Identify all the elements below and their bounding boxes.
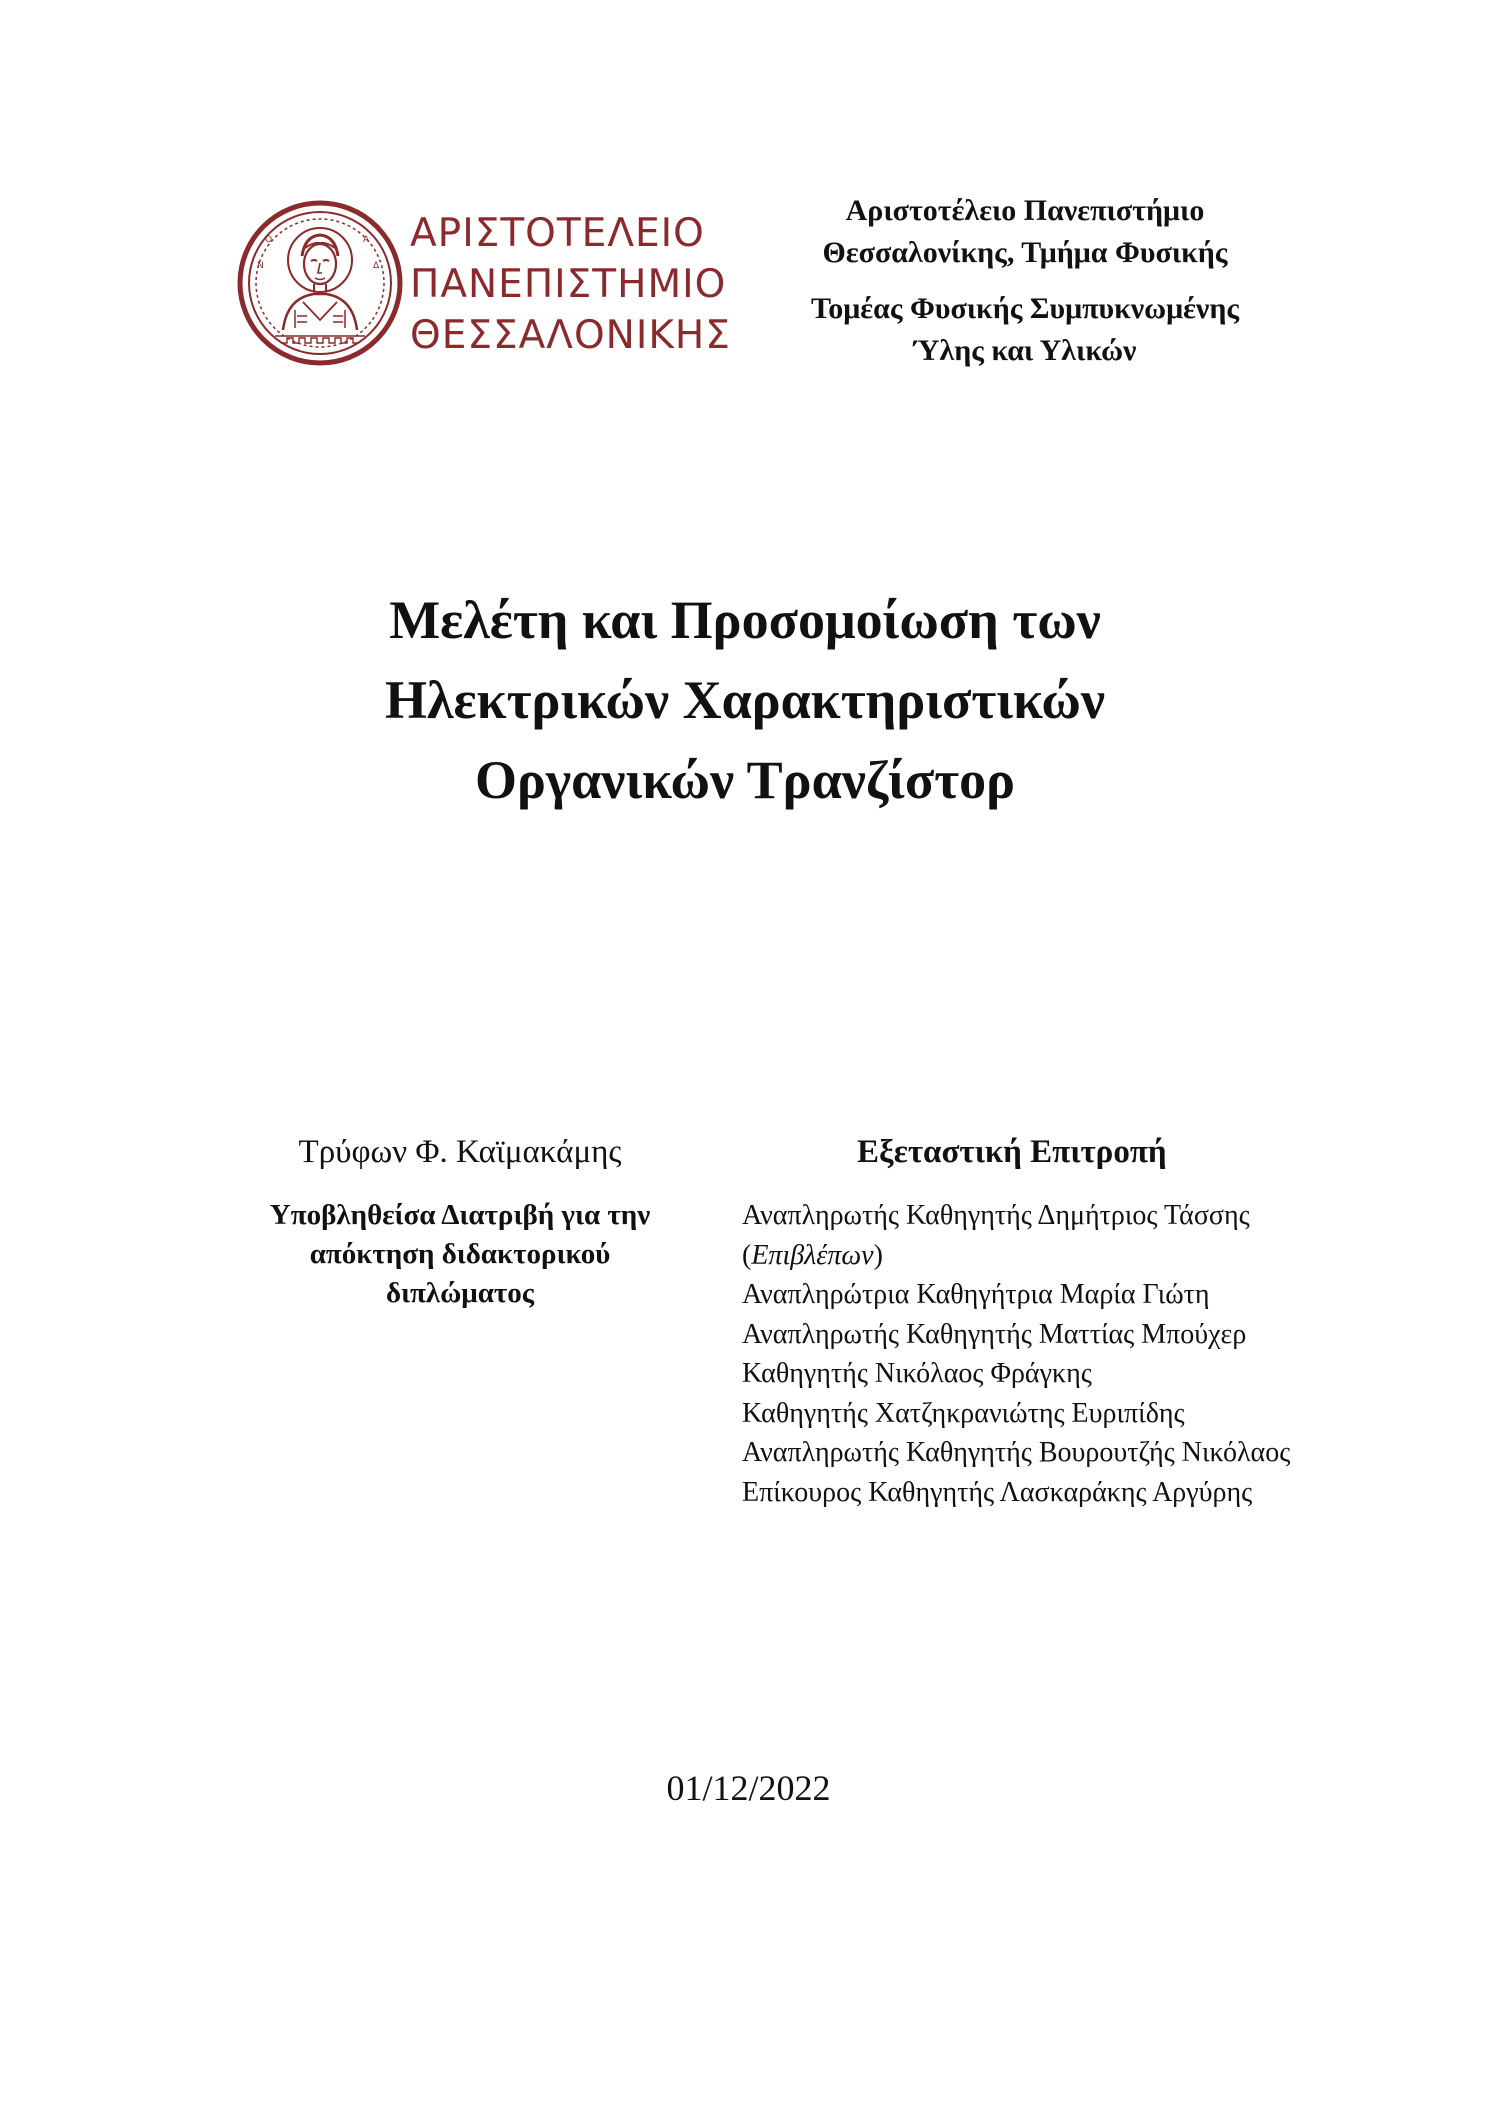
university-logo-text (410, 208, 731, 361)
committee-block (742, 1130, 1342, 1512)
committee-member: Αναπληρωτής Καθηγητής Βουρουτζής Νικόλαος (742, 1437, 1291, 1468)
supervisor-note-close: ) (873, 1239, 883, 1271)
department-gap (755, 274, 1295, 288)
author-name: Τρύφων Φ. Καϊμακάμης (298, 1134, 622, 1170)
committee-member: Αναπληρωτής Καθηγητής Ματτίας Μπούχερ (742, 1318, 1247, 1350)
university-logo (235, 198, 731, 368)
logo-line-1: ΑΡΙΣΤΟΤΕΛΕΙΟ (410, 211, 705, 256)
logo-line-2: ΠΑΝΕΠΙΣΤΗΜΙΟ (410, 262, 727, 307)
committee-member: Καθηγητής Νικόλαος Φράγκης (742, 1358, 1092, 1389)
submission-statement (215, 1196, 705, 1313)
committee-member: Επίκουρος Καθηγητής Λασκαράκης Αργύρης (742, 1476, 1253, 1508)
supervisor-note-text: Επιβλέπων (751, 1239, 874, 1271)
title-line-2: Ηλεκτρικών Χαρακτηριστικών (384, 670, 1105, 730)
department-line-1: Αριστοτέλειο Πανεπιστήμιο (845, 194, 1205, 227)
supervisor-note (742, 1236, 1342, 1276)
department-info (755, 190, 1295, 372)
svg-text:Δ: Δ (373, 261, 380, 271)
submission-line-2: απόκτηση διδακτορικού (309, 1238, 611, 1270)
committee-member: Αναπληρώτρια Καθηγήτρια Μαρία Γιώτη (742, 1279, 1210, 1310)
header (235, 190, 1295, 400)
submission-date: 01/12/2022 (666, 1768, 831, 1808)
department-line-4: Ύλης και Υλικών (913, 334, 1137, 367)
committee-supervisor: Αναπληρωτής Καθηγητής Δημήτριος Τάσσης (742, 1200, 1250, 1231)
committee-member: Καθηγητής Χατζηκρανιώτης Ευριπίδης (742, 1397, 1185, 1429)
svg-text:Ο: Ο (265, 235, 273, 245)
committee-title: Εξεταστική Επιτροπή (857, 1134, 1167, 1170)
supervisor-note-open: ( (742, 1239, 752, 1271)
department-line-3: Τομέας Φυσικής Συμπυκνωμένης (810, 292, 1240, 325)
title-line-3: Οργανικών Τρανζίστορ (474, 750, 1016, 810)
thesis-title (200, 580, 1290, 820)
title-line-1: Μελέτη και Προσομοίωση των (389, 590, 1101, 650)
author-block (215, 1130, 705, 1313)
submission-line-1: Υποβληθείσα Διατριβή για την (269, 1199, 651, 1231)
submission-line-3: διπλώματος (385, 1277, 535, 1309)
department-line-2: Θεσσαλονίκης, Τμήμα Φυσικής (822, 236, 1228, 269)
svg-text:Ν: Ν (257, 261, 264, 271)
svg-text:Α: Α (363, 235, 370, 245)
logo-line-3: ΘΕΣΣΑΛΟΝΙΚΗΣ (410, 313, 731, 358)
university-seal-icon (235, 198, 405, 368)
